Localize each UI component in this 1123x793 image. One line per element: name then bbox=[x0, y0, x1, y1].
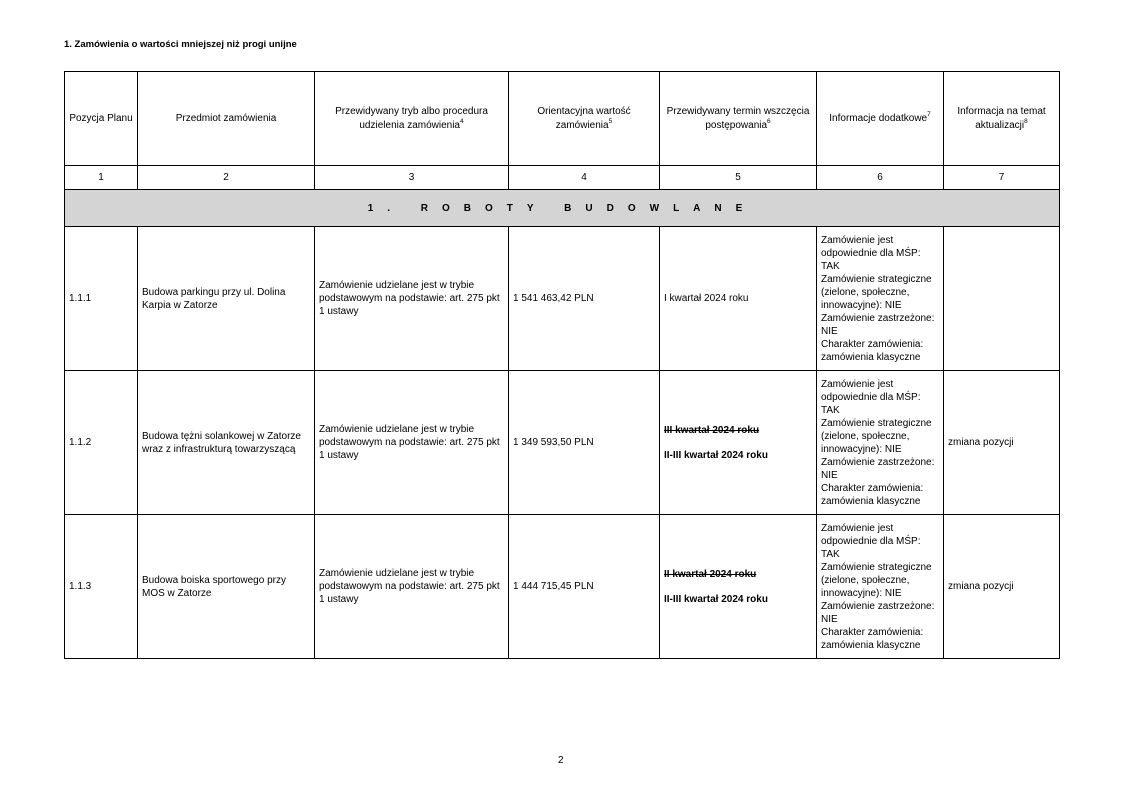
procurement-plan-table bbox=[64, 71, 1060, 659]
info-cell: Zamówienie jest odpowiednie dla MŚP: TAK Zamówienie strategiczne (zielone, społeczne, innowacyjne): NIE Zamówienie zastrzeżone: NIE Charakter zamówienia: zamówienia klasyczne bbox=[817, 515, 944, 659]
term-updated: II-III kwartał 2024 roku bbox=[664, 449, 768, 461]
column-number: 3 bbox=[315, 166, 509, 190]
update-cell bbox=[944, 227, 1060, 371]
position-cell: 1.1.2 bbox=[65, 371, 138, 515]
procedure-cell: Zamówienie udzielane jest w trybie podstawowym na podstawie: art. 275 pkt 1 ustawy bbox=[315, 371, 509, 515]
value-cell: 1 541 463,42 PLN bbox=[509, 227, 660, 371]
header-cell-update: Informacja na temat aktualizacji$^8$ bbox=[944, 72, 1060, 166]
procedure-cell: Zamówienie udzielane jest w trybie podstawowym na podstawie: art. 275 pkt 1 ustawy bbox=[315, 515, 509, 659]
term-previous-struck: II kwartał 2024 roku bbox=[664, 568, 757, 580]
column-number: 2 bbox=[138, 166, 315, 190]
update-cell: zmiana pozycji bbox=[944, 371, 1060, 515]
info-cell: Zamówienie jest odpowiednie dla MŚP: TAK Zamówienie strategiczne (zielone, społeczne, innowacyjne): NIE Zamówienie zastrzeżone: NIE Charakter zamówienia: zamówienia klasyczne bbox=[817, 371, 944, 515]
value-cell: 1 349 593,50 PLN bbox=[509, 371, 660, 515]
term-cell bbox=[660, 371, 817, 515]
page-number: 2 bbox=[558, 755, 564, 766]
section-label: 1. ROBOTY BUDOWLANE bbox=[65, 190, 1060, 227]
table-row bbox=[65, 227, 1060, 371]
column-number: 7 bbox=[944, 166, 1060, 190]
subject-cell: Budowa parkingu przy ul. Dolina Karpia w Zatorze bbox=[138, 227, 315, 371]
section-row bbox=[65, 190, 1060, 227]
term-current: I kwartał 2024 roku bbox=[664, 293, 749, 304]
header-cell-info: Informacje dodatkowe$^7$ bbox=[817, 72, 944, 166]
info-cell: Zamówienie jest odpowiednie dla MŚP: TAK Zamówienie strategiczne (zielone, społeczne, innowacyjne): NIE Zamówienie zastrzeżone: NIE Charakter zamówienia: zamówienia klasyczne bbox=[817, 227, 944, 371]
position-cell: 1.1.1 bbox=[65, 227, 138, 371]
procedure-cell: Zamówienie udzielane jest w trybie podstawowym na podstawie: art. 275 pkt 1 ustawy bbox=[315, 227, 509, 371]
column-number: 5 bbox=[660, 166, 817, 190]
term-cell bbox=[660, 227, 817, 371]
header-cell-term: Przewidywany termin wszczęcia postępowania$^6$ bbox=[660, 72, 817, 166]
table-row bbox=[65, 515, 1060, 659]
header-cell-procedure: Przewidywany tryb albo procedura udzielenia zamówienia$^4$ bbox=[315, 72, 509, 166]
subject-cell: Budowa boiska sportowego przy MOS w Zatorze bbox=[138, 515, 315, 659]
header-cell-position: Pozycja Planu bbox=[65, 72, 138, 166]
header-cell-value: Orientacyjna wartość zamówienia$^5$ bbox=[509, 72, 660, 166]
value-cell: 1 444 715,45 PLN bbox=[509, 515, 660, 659]
column-number: 1 bbox=[65, 166, 138, 190]
page-title: 1. Zamówienia o wartości mniejszej niż progi unijne bbox=[64, 39, 297, 50]
term-previous-struck: III kwartał 2024 roku bbox=[664, 424, 760, 436]
term-cell bbox=[660, 515, 817, 659]
subject-cell: Budowa tężni solankowej w Zatorze wraz z infrastrukturą towarzyszącą bbox=[138, 371, 315, 515]
header-row bbox=[65, 72, 1060, 166]
column-number-row bbox=[65, 166, 1060, 190]
table-row bbox=[65, 371, 1060, 515]
column-number: 4 bbox=[509, 166, 660, 190]
term-updated: II-III kwartał 2024 roku bbox=[664, 593, 768, 605]
update-cell: zmiana pozycji bbox=[944, 515, 1060, 659]
header-cell-subject: Przedmiot zamówienia bbox=[138, 72, 315, 166]
position-cell: 1.1.3 bbox=[65, 515, 138, 659]
column-number: 6 bbox=[817, 166, 944, 190]
